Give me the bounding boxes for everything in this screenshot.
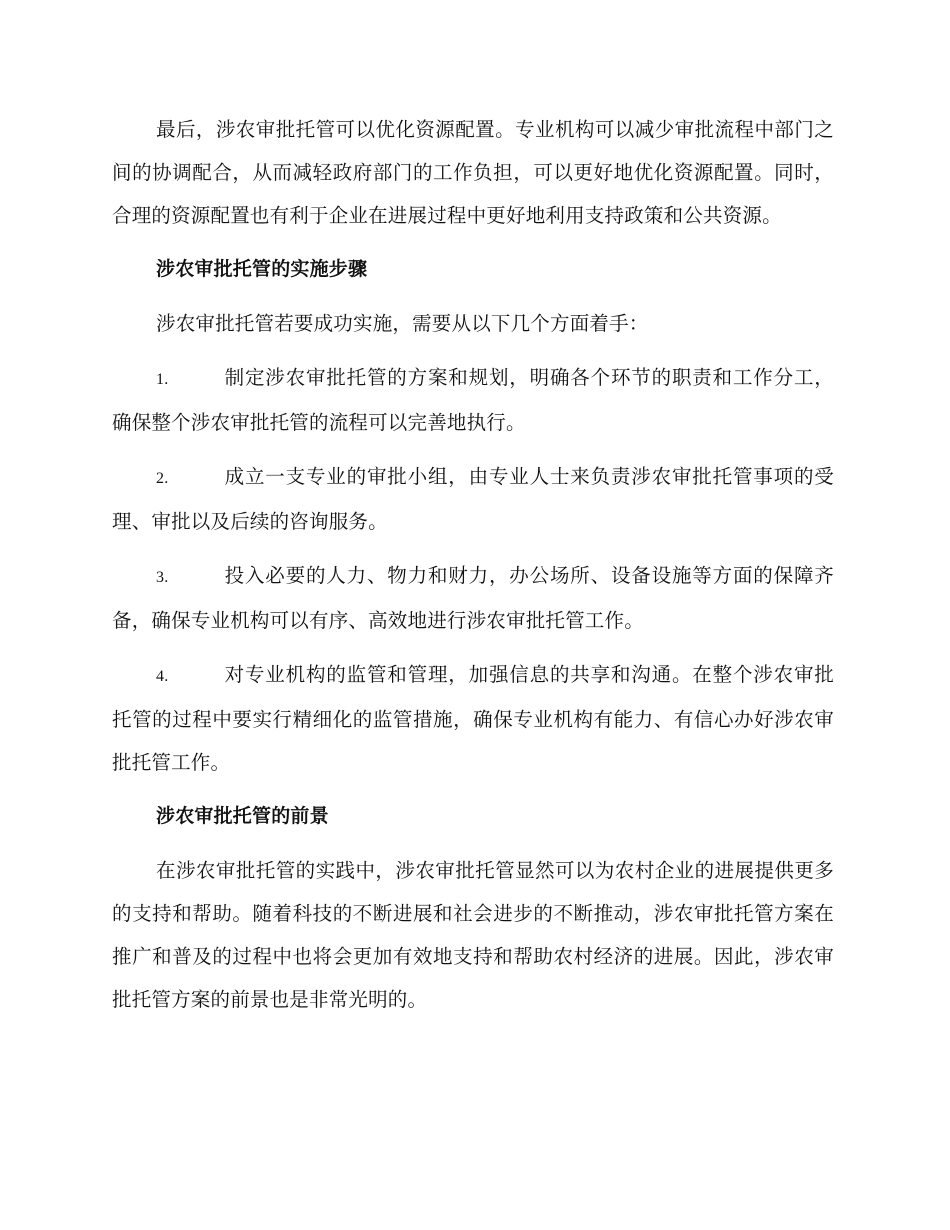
section-lead-paragraph: 涉农审批托管若要成功实施，需要从以下几个方面着手： xyxy=(156,312,649,335)
intro-paragraph: 最后，涉农审批托管可以优化资源配置。专业机构可以减少审批流程中部门之间的协调配合，从而减轻政府部门的工作负担，可以更好地优化资源配置。同时，合理的资源配置也有利于企业在进展过程中更好地利用支持政策和公共资源。 xyxy=(112,118,834,227)
section-heading-prospects: 涉农审批托管的前景 xyxy=(156,805,329,827)
list-item xyxy=(112,653,834,784)
list-item-text: 投入必要的人力、物力和财力，办公场所、设备设施等方面的保障齐备，确保专业机构可以有序、高效地进行涉农审批托管工作。 xyxy=(112,564,834,632)
list-item xyxy=(112,554,834,642)
list-number: 1. xyxy=(156,371,169,388)
list-number: 4. xyxy=(156,668,169,685)
list-number: 2. xyxy=(156,470,169,487)
document-page xyxy=(112,108,834,1032)
list-item-text: 对专业机构的监管和管理，加强信息的共享和沟通。在整个涉农审批托管的过程中要实行精细化的监管措施，确保专业机构有能力、有信心办好涉农审批托管工作。 xyxy=(112,663,834,774)
list-item xyxy=(112,356,834,444)
list-item xyxy=(112,455,834,543)
list-item-text: 制定涉农审批托管的方案和规划，明确各个环节的职责和工作分工，确保整个涉农审批托管的流程可以完善地执行。 xyxy=(112,366,834,434)
prospects-paragraph: 在涉农审批托管的实践中，涉农审批托管显然可以为农村企业的进展提供更多的支持和帮助。随着科技的不断进展和社会进步的不断推动，涉农审批托管方案在推广和普及的过程中也将会更加有效地支持和帮助农村经济的进展。因此，涉农审批托管方案的前景也是非常光明的。 xyxy=(112,859,834,1011)
list-number: 3. xyxy=(156,569,169,586)
list-item-text: 成立一支专业的审批小组，由专业人士来负责涉农审批托管事项的受理、审批以及后续的咨询服务。 xyxy=(112,465,834,533)
section-heading-implementation-steps: 涉农审批托管的实施步骤 xyxy=(156,258,368,280)
